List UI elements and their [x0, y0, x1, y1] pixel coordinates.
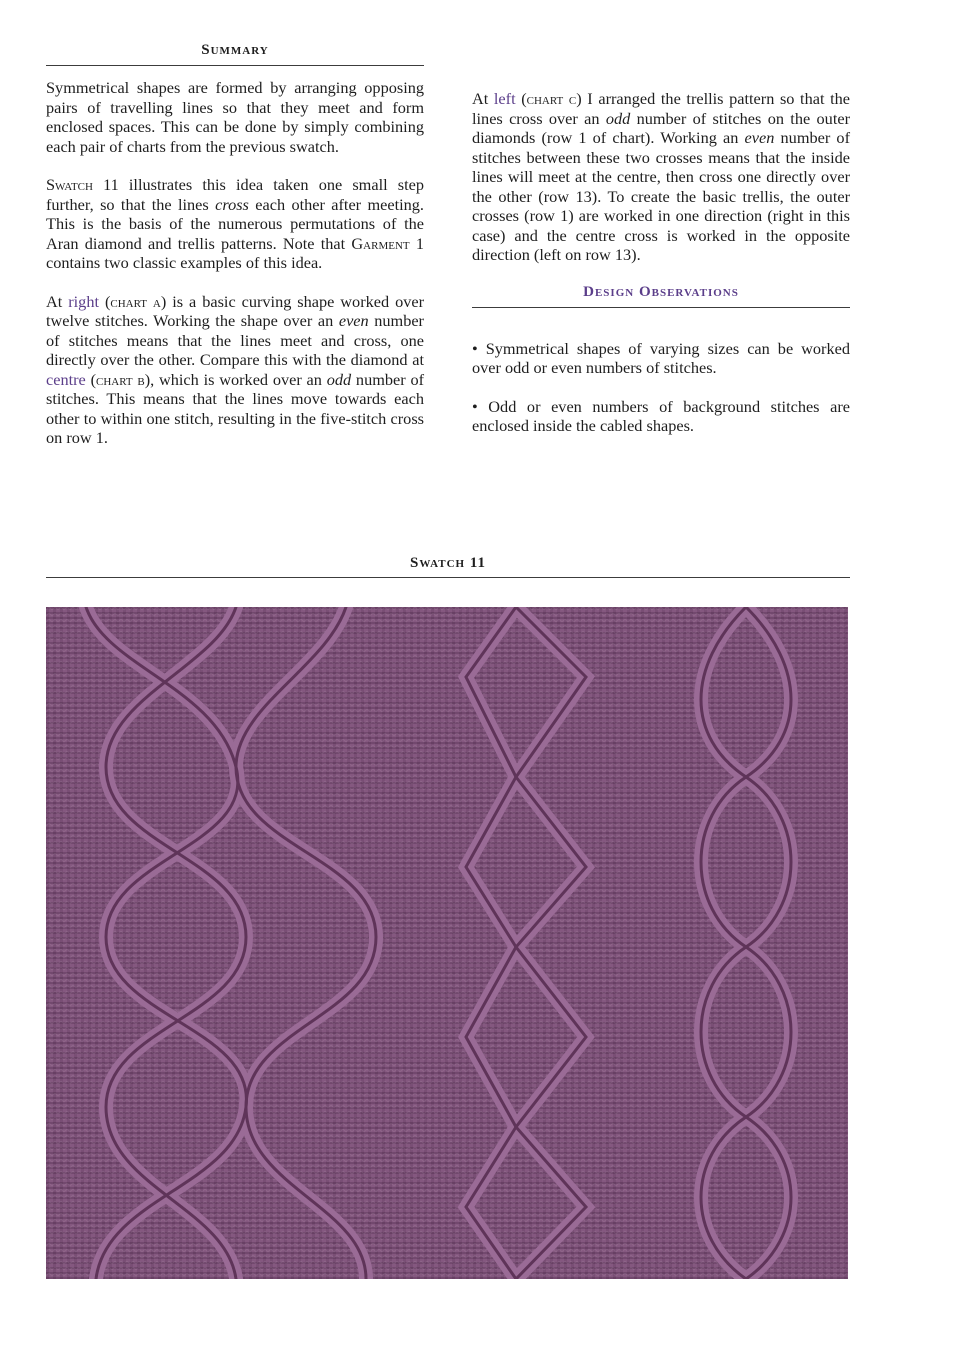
- design-observations-rule: [472, 307, 850, 308]
- observation-bullet-2: • Odd or even numbers of background stitches are enclosed inside the cabled shapes.: [472, 396, 850, 435]
- knitted-swatch-photo: [46, 607, 848, 1279]
- right-column: [472, 42, 850, 455]
- swatch-header: [46, 555, 850, 590]
- swatch-rule: [46, 577, 850, 578]
- summary-rule: [46, 65, 424, 66]
- chart-c-paragraph: At left (chart c) I arranged the trellis pattern so that the lines cross over an odd number of stitches on the outer diamonds (row 1 of chart). Working an even number of stitches between these two crosses means that the inside lines will meet at the centre, then cross one directly over the other (row 13). To create the basic trellis, the outer crosses (row 1) are worked in one direction (right in this case) and the centre cross is worked in the opposite direction (left on row 13).: [472, 89, 850, 264]
- summary-paragraph-3: At right (chart a) is a basic curving shape worked over twelve stitches. Working the shape over an even number of stitches means that the lines meet and cross, one directly over the other. Compare this with the diamond at centre (chart b), which is worked over an odd number of stitches. This means that the lines move towards each other to within one stitch, resulting in the five-stitch cross on row 1.: [46, 291, 425, 447]
- observation-bullet-1: • Symmetrical shapes of varying sizes can be worked over odd or even numbers of stitches.: [472, 338, 850, 377]
- design-observations-heading: Design Observations: [583, 283, 739, 300]
- swatch-heading: Swatch 11: [409, 555, 486, 571]
- summary-heading: Summary: [201, 42, 269, 58]
- left-column: [46, 42, 424, 467]
- summary-paragraph-2: Swatch 11 illustrates this idea taken one small step further, so that the lines cross each other after meeting. This is the basis of the numerous permutations of the Aran diamond and trellis patterns. Note that Garment 1 contains two classic examples of this idea.: [46, 175, 424, 272]
- cable-pattern-illustration: [46, 607, 848, 1279]
- summary-paragraph-1: Symmetrical shapes are formed by arranging opposing pairs of travelling lines so that they meet and form enclosed spaces. This can be done by simply combining each pair of charts from the previous swatch.: [46, 78, 424, 156]
